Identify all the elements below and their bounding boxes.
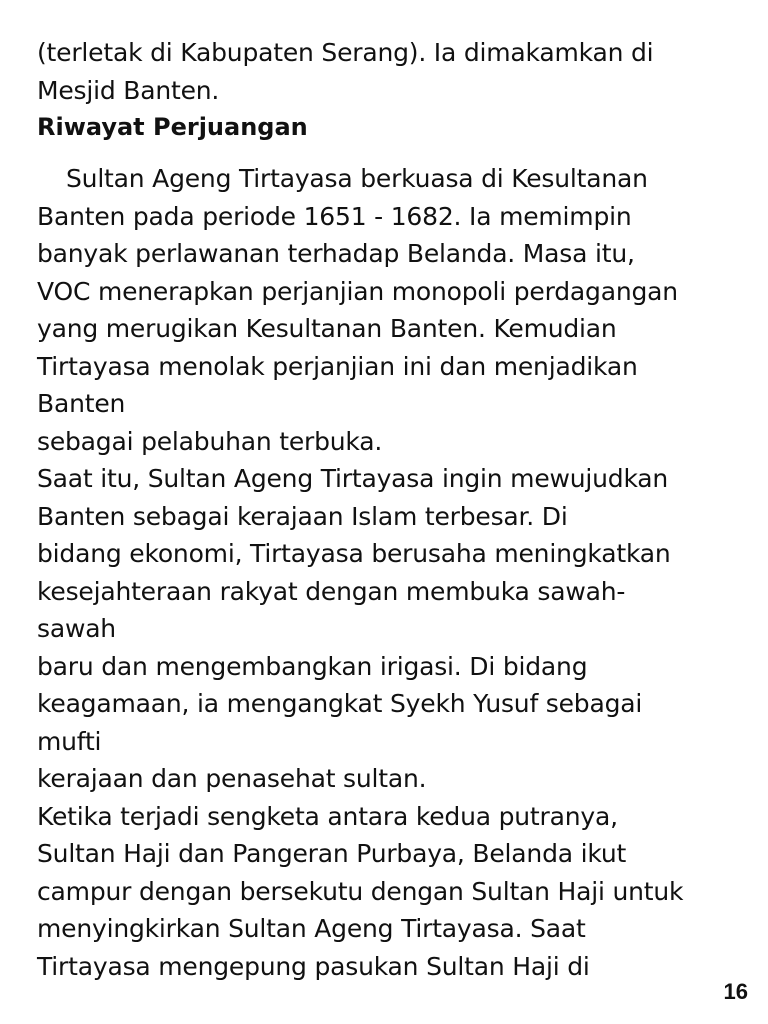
text-line: VOC menerapkan perjanjian monopoli perdagangan [37, 276, 678, 306]
text-line: kerajaan dan penasehat sultan. [37, 764, 427, 793]
text-line: yang merugikan Kesultanan Banten. Kemudian [37, 314, 617, 343]
text-line: Tirtayasa mengepung pasukan Sultan Haji di [37, 951, 590, 981]
text-line: sebagai pelabuhan terbuka. [37, 426, 383, 456]
text-line: kesejahteraan rakyat dengan membuka sawah- [37, 576, 626, 606]
text-line: (terletak di Kabupaten Serang). Ia dimakamkan di [37, 38, 654, 67]
text-line: menyingkirkan Sultan Ageng Tirtayasa. Saat [37, 914, 586, 943]
text-line: Tirtayasa menolak perjanjian ini dan menjadikan [37, 351, 638, 381]
text-line: banyak perlawanan terhadap Belanda. Masa itu, [37, 239, 635, 268]
document-text [37, 34, 737, 985]
text-line: Mesjid Banten. [37, 75, 220, 105]
text-line: mufti [37, 726, 102, 756]
text-line: Banten [37, 389, 126, 418]
text-line: campur dengan bersekutu dengan Sultan Haji untuk [37, 876, 684, 906]
text-line: bidang ekonomi, Tirtayasa berusaha meningkatkan [37, 539, 671, 568]
text-line: keagamaan, ia mengangkat Syekh Yusuf sebagai [37, 689, 643, 718]
text-line: Banten sebagai kerajaan Islam terbesar. Di [37, 501, 568, 531]
text-line: baru dan mengembangkan irigasi. Di bidang [37, 651, 588, 681]
page-number: 16 [723, 979, 748, 1004]
text-line: Saat itu, Sultan Ageng Tirtayasa ingin mewujudkan [37, 464, 669, 493]
text-line: Sultan Haji dan Pangeran Purbaya, Belanda ikut [37, 839, 627, 868]
section-heading: Riwayat Perjuangan [37, 113, 308, 141]
text-line: sawah [37, 614, 116, 643]
text-line: Banten pada periode 1651 - 1682. Ia memimpin [37, 201, 632, 231]
text-line: Ketika terjadi sengketa antara kedua putranya, [37, 801, 618, 831]
text-line: Sultan Ageng Tirtayasa berkuasa di Kesultanan [66, 164, 648, 193]
paragraph-gap [37, 146, 737, 160]
